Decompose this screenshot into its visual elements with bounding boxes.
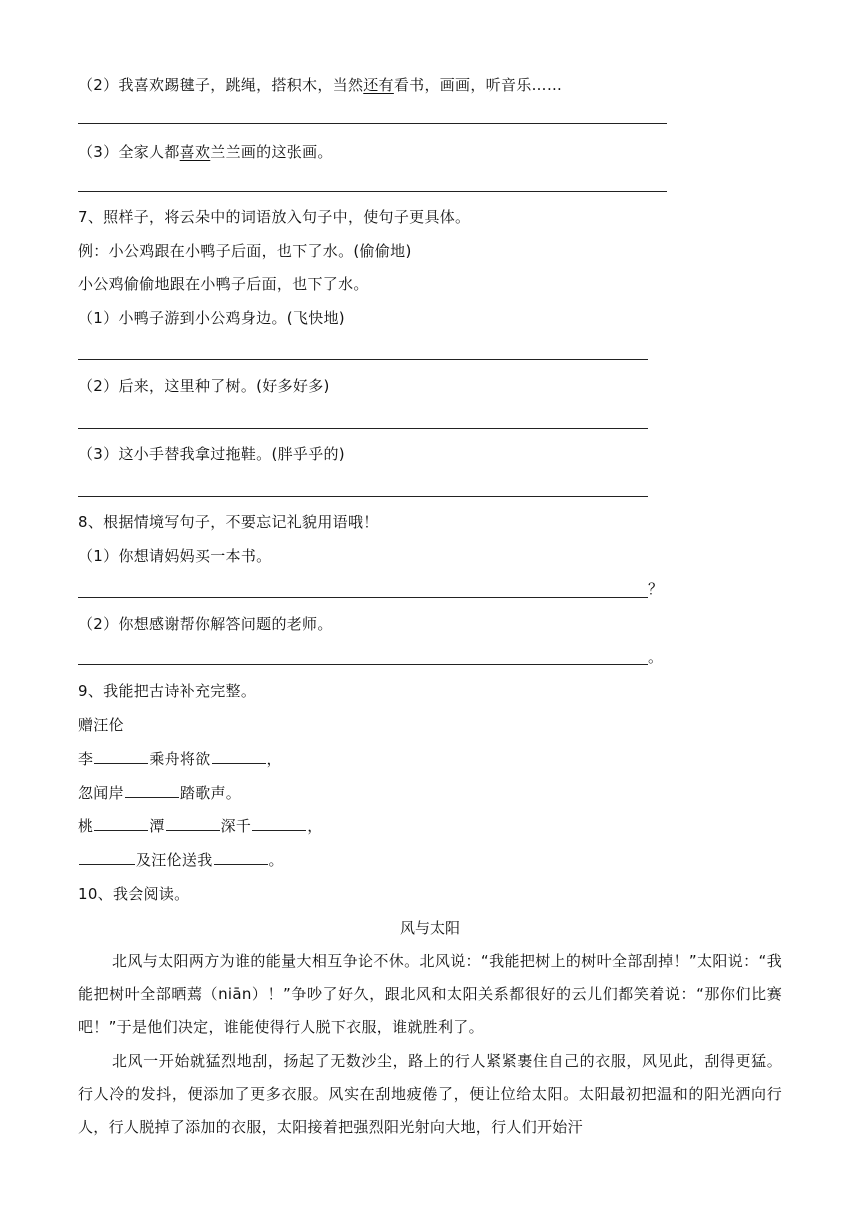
poem-text: 潭: [149, 817, 165, 835]
poem-text: ，: [307, 817, 323, 835]
poem-title: 赠汪伦: [78, 716, 124, 734]
q8-item-1: （1）你想请妈妈买一本书。: [78, 547, 272, 565]
q6-item-2-underlined: 还有: [363, 76, 394, 94]
q7-item-1: （1）小鸭子游到小公鸡身边。(飞快地): [78, 309, 345, 327]
poem-text: 踏歌声。: [179, 784, 242, 802]
poem-blank[interactable]: [79, 849, 135, 865]
answer-line[interactable]: [78, 428, 648, 429]
q7-example-answer: 小公鸡偷偷地跟在小鸭子后面，也下了水。: [78, 275, 369, 293]
poem-line-1: [78, 748, 282, 770]
q8-item-1-end: ？: [648, 580, 664, 598]
story-title: 风与太阳: [399, 919, 460, 937]
answer-line[interactable]: [78, 597, 648, 598]
q8-title: 8、根据情境写句子，不要忘记礼貌用语哦！: [78, 513, 379, 531]
q7-example: 例：小公鸡跟在小鸭子后面，也下了水。(偷偷地): [78, 242, 412, 260]
poem-text: 深千: [220, 817, 252, 835]
poem-blank[interactable]: [212, 748, 266, 764]
answer-line[interactable]: [78, 496, 648, 497]
answer-line[interactable]: [78, 359, 648, 360]
answer-line[interactable]: [78, 664, 648, 665]
poem-text: 及汪伦送我: [136, 851, 213, 869]
q6-item-2-post: 看书，画画，听音乐……: [393, 76, 563, 94]
q7-item-2: （2）后来，这里种了树。(好多好多): [78, 377, 330, 395]
q6-item-3: [78, 141, 333, 163]
story-paragraph-1: 北风与太阳两方为谁的能量大相互争论不休。北风说：“我能把树上的树叶全部刮掉！”太阳说：“我能把树叶全部晒蔫（niān）！”争吵了好久，跟北风和太阳关系都很好的云儿们都笑着说：“那你们比赛吧！”于是他们决定，谁能使得行人脱下衣服，谁就胜利了。: [78, 952, 782, 1036]
poem-blank[interactable]: [94, 815, 148, 831]
q6-item-2-pre: （2）我喜欢踢毽子，跳绳，搭积木，当然: [78, 76, 364, 94]
answer-line[interactable]: [78, 191, 667, 192]
poem-line-2: [78, 782, 241, 804]
poem-blank[interactable]: [166, 815, 220, 831]
poem-text: 。: [268, 851, 284, 869]
poem-text: 桃: [78, 817, 94, 835]
q7-title: 7、照样子，将云朵中的词语放入句子中，使句子更具体。: [78, 208, 471, 226]
poem-blank[interactable]: [252, 815, 306, 831]
q6-item-3-post: 兰兰画的这张画。: [210, 143, 333, 161]
q6-item-2: [78, 74, 562, 96]
poem-line-4: [78, 849, 284, 871]
poem-blank[interactable]: [94, 748, 148, 764]
q6-item-3-underlined: 喜欢: [179, 143, 211, 161]
answer-line[interactable]: [78, 123, 667, 124]
q10-title: 10、我会阅读。: [78, 885, 190, 903]
story-paragraph-2: 北风一开始就猛烈地刮，扬起了无数沙尘，路上的行人紧紧裹住自己的衣服，风见此，刮得更猛。行人冷的发抖，便添加了更多衣服。风实在刮地疲倦了，便让位给太阳。太阳最初把温和的阳光洒向行人，行人脱掉了添加的衣服，太阳接着把强烈阳光射向大地，行人们开始汗: [78, 1052, 782, 1136]
poem-line-3: [78, 815, 323, 837]
poem-text: 李: [78, 750, 94, 768]
poem-text: 忽闻岸: [78, 784, 124, 802]
q7-item-3: （3）这小手替我拿过拖鞋。(胖乎乎的): [78, 445, 345, 463]
q8-item-2: （2）你想感谢帮你解答问题的老师。: [78, 615, 333, 633]
q9-title: 9、我能把古诗补充完整。: [78, 682, 257, 700]
poem-blank[interactable]: [125, 782, 179, 798]
poem-blank[interactable]: [214, 849, 268, 865]
poem-text: 乘舟将欲: [149, 750, 211, 768]
poem-text: ，: [266, 750, 282, 768]
q8-item-2-end: 。: [648, 648, 664, 666]
q6-item-3-pre: （3）全家人都: [78, 143, 180, 161]
